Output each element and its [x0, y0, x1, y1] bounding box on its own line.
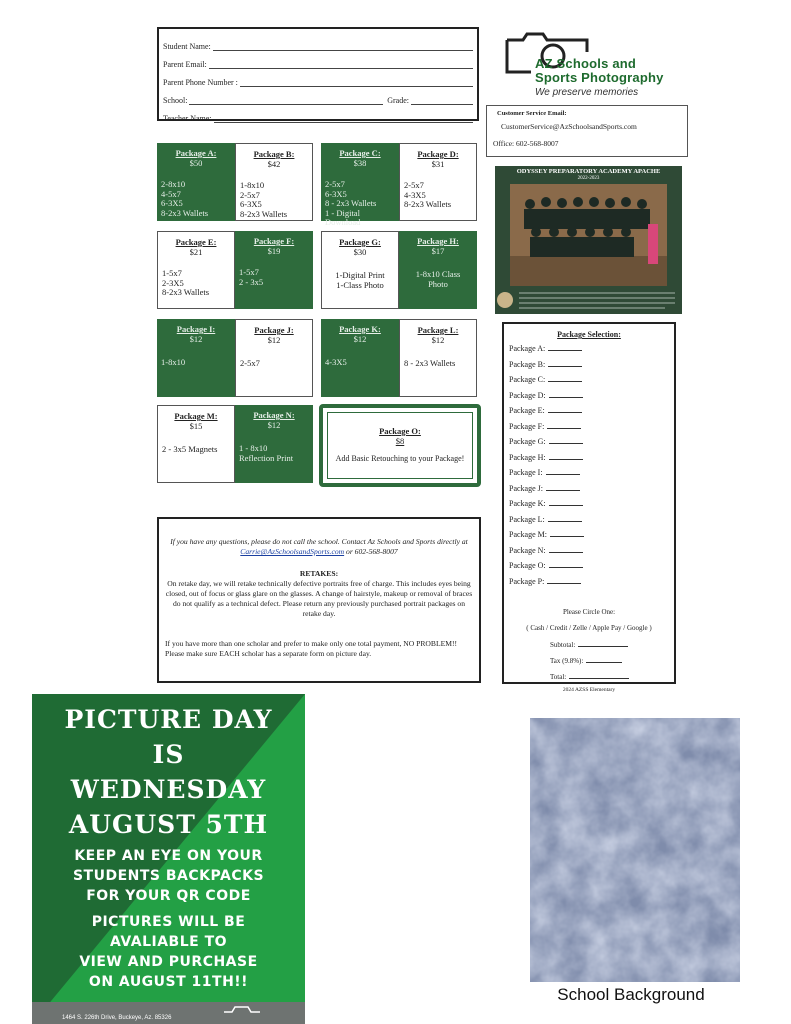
package-a-card[interactable]	[157, 143, 235, 221]
package-items: 1-5x7 2-3X5 8-2x3 Wallets	[162, 268, 210, 297]
package-items: 2-5x7 6-3X5 8 - 2x3 Wallets 1 - Digital Download	[325, 179, 377, 227]
package-price: $12	[353, 334, 367, 344]
package-price: $50	[189, 158, 203, 168]
package-items: 2-8x10 4-5x7 6-3X5 8-2x3 Wallets	[161, 179, 209, 218]
payment-methods[interactable]: ( Cash / Credit / Zelle / Apple Pay / Google )	[526, 624, 652, 632]
package-c-card[interactable]	[321, 143, 399, 227]
package-price: $15	[189, 421, 203, 431]
selection-heading: Package Selection:	[557, 330, 621, 339]
package-o-items: Add Basic Retouching to your Package!	[335, 454, 465, 463]
package-i-card[interactable]	[157, 319, 235, 397]
package-name: Package H:	[417, 236, 459, 246]
package-h-card[interactable]	[399, 231, 477, 309]
class-photo-title: ODYSSEY PREPARATORY ACADEMY APACHE	[516, 168, 661, 175]
student-name-label: Student Name:	[163, 42, 211, 51]
package-name: Package M:	[174, 411, 218, 421]
package-name: Package A:	[175, 148, 217, 158]
package-o-card[interactable]	[319, 404, 481, 487]
package-name: Package J:	[254, 325, 294, 335]
contact-notice: If you have any questions, please do not call the school. Contact Az Schools and Sports directly at Carrie@AzSchoolsandSports.com or 602-568-8007	[170, 537, 468, 556]
school-grade-field[interactable]	[163, 87, 473, 105]
grade-label: Grade:	[387, 96, 409, 105]
package-items: 2-5x7	[240, 358, 260, 368]
selection-line[interactable]: Package D:	[509, 391, 583, 400]
selection-line[interactable]: Package E:	[509, 406, 582, 415]
selection-line[interactable]: Package B:	[509, 360, 582, 369]
logo-tagline: We preserve memories	[535, 87, 639, 98]
package-items: 1-8x10 Class Photo	[415, 269, 461, 289]
package-name: Package B:	[253, 149, 295, 159]
package-b-card[interactable]	[235, 143, 313, 221]
tax-field[interactable]: Tax (9.8%):	[550, 657, 622, 665]
package-l-card[interactable]	[399, 319, 477, 397]
subtotal-field[interactable]: Subtotal:	[550, 641, 628, 649]
flyer-headline: PICTURE DAY IS WEDNESDAY AUGUST 5TH	[64, 705, 273, 839]
selection-line[interactable]: Package I:	[509, 468, 580, 477]
package-name: Package C:	[339, 148, 381, 158]
package-d-card[interactable]	[399, 143, 477, 221]
school-background-sample	[530, 718, 740, 982]
package-name: Package N:	[253, 410, 295, 420]
selection-line[interactable]: Package K:	[509, 499, 583, 508]
mottled-backdrop-image	[530, 718, 740, 982]
class-photo-caption	[495, 288, 682, 312]
package-name: Package F:	[253, 236, 295, 246]
parent-phone-field[interactable]	[163, 69, 473, 87]
package-name: Package E:	[175, 237, 217, 247]
flyer-qr-note: KEEP AN EYE ON YOUR STUDENTS BACKPACKS FOR YOUR QR CODE	[72, 848, 265, 904]
package-j-card[interactable]	[235, 319, 313, 397]
package-n-card[interactable]	[235, 405, 313, 483]
package-price: $12	[189, 334, 203, 344]
selection-line[interactable]: Package F:	[509, 422, 581, 431]
package-name: Package I:	[176, 324, 216, 334]
package-k-card[interactable]	[321, 319, 399, 397]
package-items: 2-5x7 4-3X5 8-2x3 Wallets	[404, 180, 452, 209]
students-image	[510, 184, 667, 286]
package-price: $17	[431, 246, 445, 256]
parent-email-field[interactable]	[163, 51, 473, 69]
package-name: Package L:	[417, 325, 459, 335]
package-items: 1 - 8x10 Reflection Print	[239, 443, 294, 463]
form-year-note: 2024 AZSS Elementary	[562, 687, 616, 693]
package-price: $38	[353, 158, 367, 168]
package-price: $12	[267, 335, 281, 345]
retakes-text: On retake day, we will retake technically defective portraits free of charge. This includes eyes being closed, out of focus or glass glare on the glasses. A change of hairstyle, makeup or removal of braces do not qualify as a technical defect. Please return any previously purchased portrait packages on retake day.	[165, 579, 473, 618]
multi-scholar-text: If you have more than one scholar and prefer to make only one total payment, NO PROBLEM!! Please make sure EACH scholar has a separate form on picture day.	[165, 639, 458, 658]
teacher-name-field[interactable]	[163, 105, 473, 123]
selection-line[interactable]: Package A:	[509, 344, 582, 353]
package-o-name: Package O:	[379, 426, 421, 436]
selection-line[interactable]: Package M:	[509, 530, 584, 539]
selection-line[interactable]: Package G:	[509, 437, 583, 446]
teacher-label: Teacher Name:	[163, 114, 212, 123]
selection-line[interactable]: Package H:	[509, 453, 583, 462]
package-items: 4-3X5	[325, 357, 347, 367]
contact-email-link[interactable]: Carrie@AzSchoolsandSports.com	[240, 547, 345, 556]
package-f-card[interactable]	[235, 231, 313, 309]
package-items: 2 - 3x5 Magnets	[162, 444, 218, 454]
package-name: Package D:	[417, 149, 459, 159]
company-logo	[505, 32, 680, 100]
package-g-card[interactable]	[321, 231, 399, 309]
selection-line[interactable]: Package O:	[509, 561, 583, 570]
package-name: Package K:	[339, 324, 381, 334]
package-price: $12	[267, 420, 281, 430]
flyer-address: 1464 S. 226th Drive, Buckeye, Az. 85326	[62, 1015, 172, 1021]
camera-icon	[222, 1002, 262, 1024]
customer-service-box	[486, 105, 688, 157]
parent-phone-label: Parent Phone Number :	[163, 78, 238, 87]
cs-heading: Customer Service Email:	[497, 110, 567, 117]
student-name-field[interactable]	[163, 33, 473, 51]
total-field[interactable]: Total:	[550, 673, 629, 681]
class-photo-year: 2022-2023	[577, 176, 600, 181]
class-photo-sample	[495, 166, 682, 314]
class-group-image	[510, 184, 667, 286]
selection-line[interactable]: Package N:	[509, 546, 583, 555]
school-label: School:	[163, 96, 188, 105]
package-name: Package G:	[339, 237, 381, 247]
picture-day-flyer	[32, 694, 305, 1024]
parent-email-label: Parent Email:	[163, 60, 207, 69]
package-items: 1-5x7 2 - 3x5	[239, 267, 264, 287]
cs-email[interactable]: CustomerService@AzSchoolsandSports.com	[501, 122, 637, 131]
package-items: 8 - 2x3 Wallets	[404, 358, 456, 368]
package-m-card[interactable]	[157, 405, 235, 483]
payment-instruction: Please Circle One:	[562, 608, 616, 616]
package-price: $30	[353, 247, 367, 257]
student-info-form	[157, 27, 479, 121]
selection-line[interactable]: Package L:	[509, 515, 582, 524]
package-price: $42	[267, 159, 281, 169]
package-price: $21	[189, 247, 203, 257]
selection-line[interactable]: Package P:	[509, 577, 581, 586]
logo-title: AZ Schools and Sports Photography	[535, 56, 664, 85]
package-e-card[interactable]	[157, 231, 235, 309]
selection-line[interactable]: Package C:	[509, 375, 582, 384]
package-price: $12	[431, 335, 445, 345]
package-price: $19	[267, 246, 281, 256]
selection-line[interactable]: Package J:	[509, 484, 580, 493]
package-items: 1-8x10 2-5x7 6-3X5 8-2x3 Wallets	[240, 180, 288, 219]
flyer-availability-note: PICTURES WILL BE AVALIABLE TO VIEW AND PURCHASE ON AUGUST 11TH!!	[79, 914, 258, 990]
cs-office: Office: 602-568-8007	[493, 139, 559, 148]
package-items: 1-8x10	[161, 357, 186, 367]
notice-box	[157, 517, 481, 683]
package-items: 1-Digital Print 1-Class Photo	[335, 270, 385, 290]
package-selection-form	[502, 322, 676, 684]
retakes-heading: RETAKES:	[299, 569, 339, 578]
school-background-label: School Background	[557, 985, 705, 1004]
package-o-price: $8	[395, 436, 405, 446]
package-price: $31	[431, 159, 445, 169]
